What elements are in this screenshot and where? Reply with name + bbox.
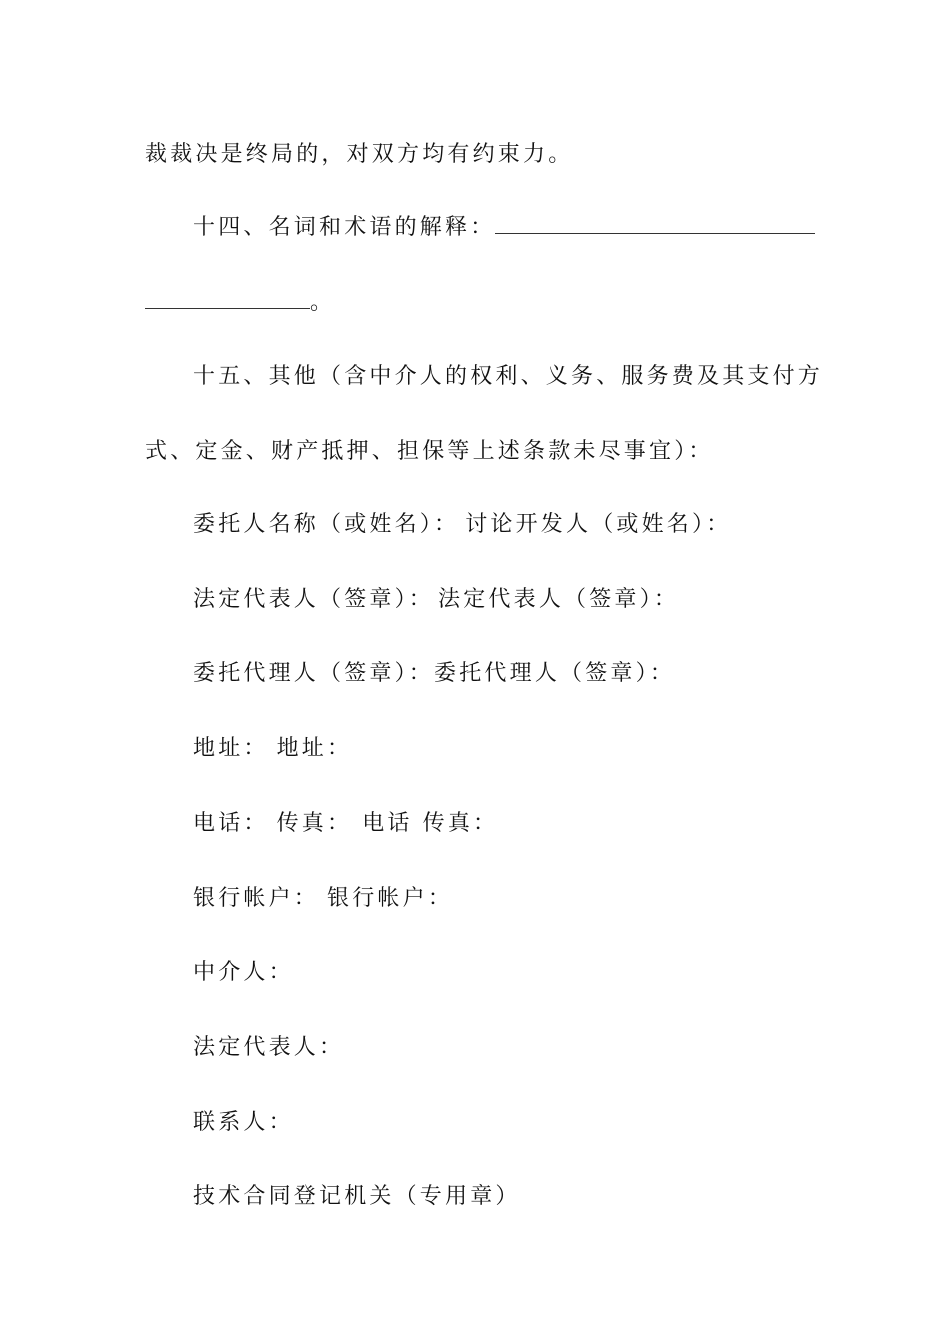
- clause-14-blank-1: [495, 213, 815, 234]
- registry-line: [193, 1182, 521, 1212]
- clause-15-line-1: [193, 362, 823, 392]
- arbitration-final-text: 裁裁决是终局的，对双方均有约束力。: [145, 142, 574, 167]
- clause-14-line: [193, 213, 815, 243]
- clause-14-label: 十四、名词和术语的解释：: [193, 215, 496, 240]
- clause-14-continuation: [145, 288, 335, 318]
- phone-label-a: 电话：: [193, 811, 269, 836]
- intermediary-label: 中介人：: [193, 960, 294, 985]
- fax-label-b: 传真：: [422, 811, 499, 836]
- contact-label: 联系人：: [193, 1110, 294, 1135]
- phone-label-b: 电话: [362, 811, 413, 836]
- legal-rep-sign-label-a: 法定代表人（签章）：: [193, 587, 435, 612]
- clause-14-end: 。: [310, 290, 336, 315]
- clause-15-line-2: [145, 437, 714, 467]
- agent-sign-line: [193, 659, 675, 689]
- agent-sign-label-a: 委托代理人（签章）：: [193, 661, 435, 686]
- contact-line: [193, 1108, 294, 1138]
- registry-seal-label: 技术合同登记机关（专用章）: [193, 1184, 521, 1209]
- address-line: [193, 734, 352, 764]
- address-label-a: 地址：: [193, 736, 269, 761]
- legal-rep-line: [193, 1033, 344, 1063]
- developer-name-label: 讨论开发人（或姓名）：: [465, 512, 732, 537]
- legal-rep-sign-label-b: 法定代表人（签章）：: [438, 587, 680, 612]
- clause-15-text-2: 式、定金、财产抵押、担保等上述条款未尽事宜）：: [145, 439, 714, 464]
- legal-rep-sign-line: [193, 585, 679, 615]
- phone-fax-line: [193, 809, 498, 839]
- address-label-b: 地址：: [276, 736, 353, 761]
- intermediary-line: [193, 958, 294, 988]
- agent-sign-label-b: 委托代理人（签章）：: [434, 661, 676, 686]
- client-name-label: 委托人名称（或姓名）：: [193, 512, 460, 537]
- bank-account-label-a: 银行帐户：: [193, 886, 320, 911]
- clause-15-text-1: 十五、其他（含中介人的权利、义务、服务费及其支付方: [193, 364, 824, 389]
- bank-account-line: [193, 884, 453, 914]
- clause-14-blank-2: [145, 288, 310, 309]
- party-names-line: [193, 510, 731, 540]
- arbitration-final-line: [145, 140, 573, 170]
- legal-rep-label: 法定代表人：: [193, 1035, 345, 1060]
- bank-account-label-b: 银行帐户：: [327, 886, 454, 911]
- fax-label-a: 传真：: [276, 811, 353, 836]
